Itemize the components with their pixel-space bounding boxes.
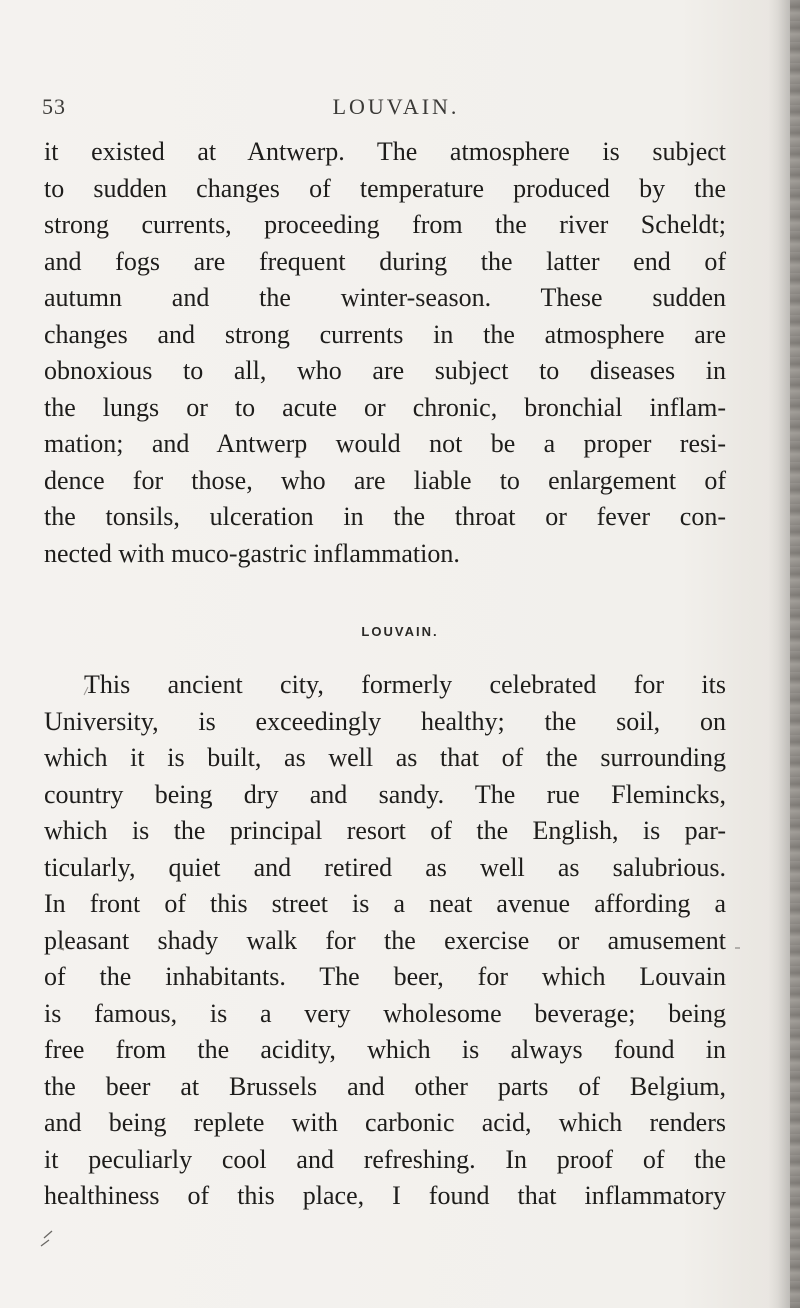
text-line: In front of this street is a neat avenue affording a [44,889,726,918]
text-line: University, is exceedingly healthy; the soil, on [44,706,726,736]
text-line: ticularly, quiet and retired as well as salubrious. [44,852,726,882]
paragraph-louvain [44,667,726,1215]
text-line: which it is built, as well as that of the surrounding [44,743,726,772]
page-number: 53 [42,94,66,119]
text-line: to sudden changes of temperature produced by the [44,173,726,203]
text-line: and fogs are frequent during the latter end of [44,246,726,276]
text-line: changes and strong currents in the atmosphere are [44,319,726,349]
text-line: of the inhabitants. The beer, for which Louvain [44,962,726,991]
text-line: the tonsils, ulceration in the throat or fever con- [44,502,726,531]
text-line: free from the acidity, which is always found in [44,1035,726,1064]
text-line: dence for those, who are liable to enlargement of [44,465,726,495]
running-title: LOUVAIN. [332,94,460,119]
text-line: mation; and Antwerp would not be a proper resi- [44,429,726,458]
text-line: This ancient city, formerly celebrated for its [84,670,726,699]
text-line: which is the principal resort of the English, is par- [44,816,726,845]
text-line: it peculiarly cool and refreshing. In proof of the [44,1144,726,1174]
paragraph-body [44,134,726,572]
text-line: is famous, is a very wholesome beverage; being [44,998,726,1028]
paragraph-body [44,667,726,1215]
text-line: country being dry and sandy. The rue Flemincks, [44,779,726,809]
text-line: the beer at Brussels and other parts of Belgium, [44,1071,726,1101]
text-line: nected with muco-gastric inflammation. [44,538,460,568]
running-head [0,94,800,124]
text-line: it existed at Antwerp. The atmosphere is subject [44,137,726,166]
page-edge [790,0,800,1308]
text-line: and being replete with carbonic acid, which renders [44,1108,726,1137]
section-heading: LOUVAIN. [361,624,439,639]
text-line: the lungs or to acute or chronic, bronchial inflam- [44,392,726,422]
paragraph-antwerp [44,134,726,572]
text-line: strong currents, proceeding from the river Scheldt; [44,210,726,239]
text-line: pleasant shady walk for the exercise or amusement [44,925,726,955]
text-line: obnoxious to all, who are subject to diseases in [44,356,726,385]
text-line: healthiness of this place, I found that inflammatory [44,1181,726,1210]
text-line: autumn and the winter-season. These sudden [44,283,726,312]
margin-mark [41,1231,52,1246]
